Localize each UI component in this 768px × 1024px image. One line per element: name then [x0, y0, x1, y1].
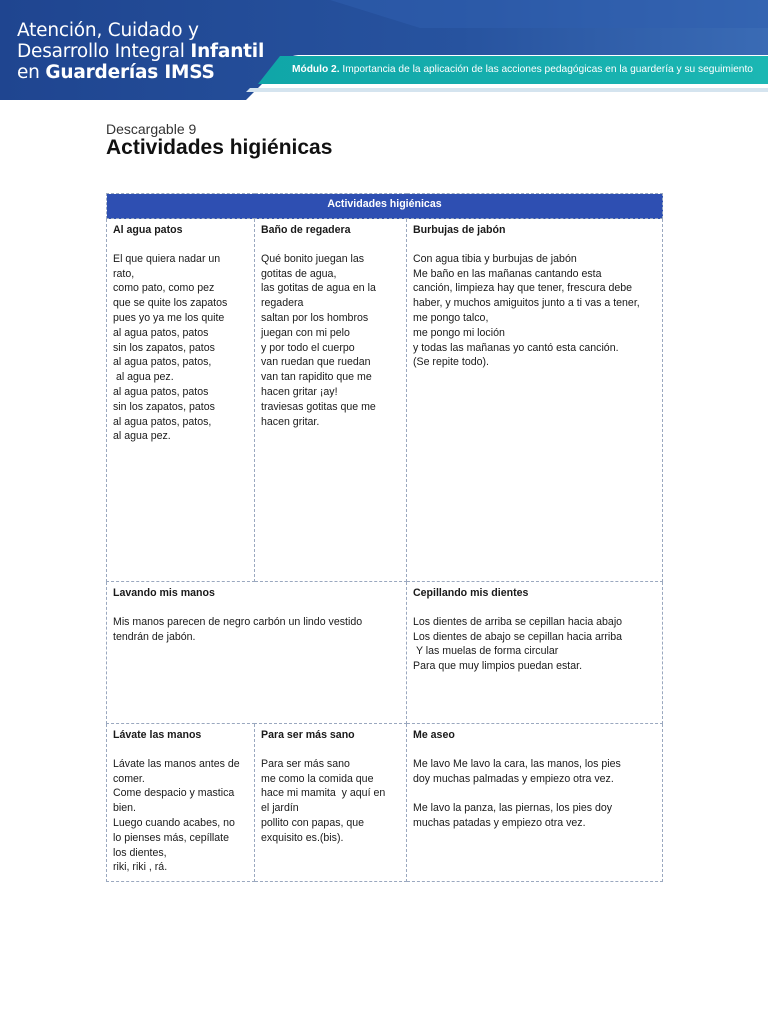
- cell-title: Lávate las manos: [113, 729, 202, 741]
- cell-title: Burbujas de jabón: [413, 224, 506, 236]
- program-brand: [17, 20, 264, 83]
- cell-para-ser-mas-sano: [255, 724, 407, 882]
- table-row: [107, 582, 663, 724]
- cell-title: Cepillando mis dientes: [413, 587, 529, 599]
- brand-line-1: Atención, Cuidado y: [17, 20, 199, 41]
- module-subtitle: [292, 64, 762, 75]
- cell-text: El que quiera nadar un rato, como pato, como pez que se quite los zapatos pues yo ya me los quite al agua patos, patos sin los zapatos, patos al agua patos, patos, al agua pez. al agua patos, patos sin los zapatos, patos al agua patos, patos, al agua pez.: [113, 252, 228, 443]
- cell-al-agua-patos: [107, 219, 255, 582]
- cell-cepillando-mis-dientes: [407, 582, 663, 724]
- cell-burbujas-de-jabon: [407, 219, 663, 582]
- module-description: Importancia de la aplicación de las acciones pedagógicas en la guardería y su seguimiento: [339, 64, 753, 75]
- activities-table: [106, 193, 663, 882]
- page-header: [0, 0, 768, 100]
- table-header: Actividades higiénicas: [107, 194, 663, 219]
- cell-me-aseo: [407, 724, 663, 882]
- cell-text: Con agua tibia y burbujas de jabón Me baño en las mañanas cantando esta canción, limpieza hay que tener, frescura debe haber, y muchos amiguitos junto a ti vas a tener, me pongo talco, me pongo mi loción y todas las mañanas yo cantó esta canción. (Se repite todo).: [413, 252, 640, 369]
- cell-bano-de-regadera: [255, 219, 407, 582]
- cell-text: Qué bonito juegan las gotitas de agua, las gotitas de agua en la regadera saltan por los hombros juegan con mi pelo y por todo el cuerpo van ruedan que ruedan van tan rapidito que me hacen gritar ¡ay! traviesas gotitas que me hacen gritar.: [261, 252, 376, 428]
- cell-title: Lavando mis manos: [113, 587, 215, 599]
- brand-line-3: en Guarderías IMSS: [17, 62, 215, 83]
- cell-title: Me aseo: [413, 729, 455, 741]
- document-title: Actividades higiénicas: [106, 136, 333, 159]
- cell-text: Los dientes de arriba se cepillan hacia abajo Los dientes de abajo se cepillan hacia arriba Y las muelas de forma circular Para que muy limpios puedan estar.: [413, 615, 623, 673]
- cell-text: Me lavo Me lavo la cara, las manos, los pies doy muchas palmadas y empiezo otra vez. Me lavo la panza, las piernas, los pies doy muchas patadas y empiezo otra vez.: [413, 757, 621, 829]
- cell-text: Para ser más sano me como la comida que hace mi mamita y aquí en el jardín pollito con papas, que exquisito es.(bis).: [261, 757, 386, 844]
- brand-line-2: Desarrollo Integral Infantil: [17, 41, 265, 62]
- cell-title: Baño de regadera: [261, 224, 351, 236]
- cell-lavando-mis-manos: [107, 582, 407, 724]
- cell-text: Mis manos parecen de negro carbón un lindo vestido tendrán de jabón.: [113, 615, 363, 643]
- table-header-row: [107, 194, 663, 219]
- table-row: [107, 219, 663, 582]
- cell-title: Al agua patos: [113, 224, 183, 236]
- cell-lavate-las-manos: [107, 724, 255, 882]
- table-row: [107, 724, 663, 882]
- module-number: Módulo 2.: [292, 64, 340, 75]
- cell-text: Lávate las manos antes de comer. Come despacio y mastica bien. Luego cuando acabes, no lo pienses más, cepíllate los dientes, riki, riki , rá.: [113, 757, 240, 874]
- document-label: Descargable 9: [106, 121, 197, 137]
- cell-title: Para ser más sano: [261, 729, 355, 741]
